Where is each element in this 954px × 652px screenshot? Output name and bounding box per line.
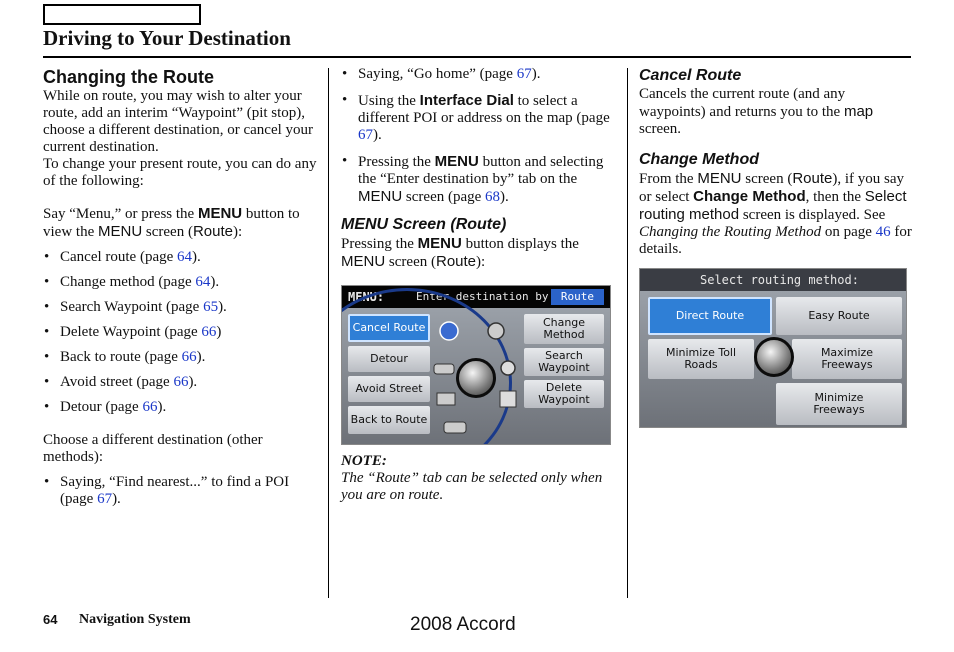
page-link[interactable]: 67 (516, 66, 532, 82)
list-item: • Detour (page 66). (43, 399, 318, 416)
page-title: Driving to Your Destination (43, 26, 291, 50)
page-link[interactable]: 67 (97, 491, 113, 507)
list-item: • Change method (page 64). (43, 274, 318, 291)
menu-label: MENU: (348, 290, 385, 304)
list-item: • Pressing the MENU button and selecting the “Enter destination by” tab on the MENU screen (page 68). (341, 153, 616, 206)
screen-button-easy-route: Easy Route (776, 297, 902, 335)
list-item: • Back to route (page 66). (43, 349, 318, 366)
routing-method-screenshot (639, 268, 907, 428)
column-divider-2 (627, 68, 628, 598)
menu-button-name: MENU (197, 205, 243, 222)
intro-paragraph-2: To change your present route, you can do any of the following: (43, 156, 317, 189)
list-item: • Cancel route (page 64). (43, 249, 318, 266)
tab-route: Route (551, 289, 604, 305)
title-divider (43, 56, 911, 58)
page-link[interactable]: 66 (142, 399, 158, 415)
intro-paragraph: While on route, you may wish to alter your route, add an interim “Waypoint” (pit stop), choose a different destination, or cancel your current destination. (43, 88, 314, 155)
page-link[interactable]: 64 (195, 274, 211, 290)
page-link[interactable]: 65 (203, 299, 219, 315)
screen-button-cancel-route: Cancel Route (348, 314, 430, 342)
page-link[interactable]: 66 (201, 324, 217, 340)
column-middle (341, 66, 616, 504)
page-link[interactable]: 66 (181, 349, 197, 365)
column-left (43, 66, 318, 508)
page-link[interactable]: 67 (358, 127, 373, 143)
screen-body (342, 308, 610, 444)
destination-options-list (43, 474, 318, 508)
screen-button-change-method: Change Method (524, 314, 604, 344)
screen-button-maximize-freeways: Maximize Freeways (792, 339, 902, 379)
page-link[interactable]: 66 (173, 374, 189, 390)
destination-options-list-cont (341, 66, 616, 206)
delete-icon (496, 388, 520, 410)
list-item: • Using the Interface Dial to select a different POI or address on the map (page 67). (341, 92, 616, 144)
menu-route-screenshot (341, 285, 611, 445)
back-to-route-icon (442, 416, 468, 438)
list-item: • Search Waypoint (page 65). (43, 299, 318, 316)
section-tab-box (43, 4, 201, 25)
subsection-heading: MENU Screen (Route) (341, 216, 507, 233)
page-link[interactable]: 64 (177, 249, 193, 265)
screen-button-search-waypoint: Search Waypoint (524, 348, 604, 376)
change-method-paragraph: From the MENU screen (Route), if you say or select Change Method, then the Select routing method screen is displayed. See Changing the Routing Method on page 46 for details. (639, 170, 912, 257)
screen-button-back-to-route: Back to Route (348, 406, 430, 434)
flag-icon (438, 320, 460, 342)
car-icon (432, 358, 456, 380)
tab-enter-destination: Enter destination by (416, 290, 549, 303)
screen-body (640, 291, 906, 427)
list-item: • Saying, “Go home” (page 67). (341, 66, 616, 83)
footer-model-name: 2008 Accord (410, 614, 516, 635)
wrench-icon (484, 320, 508, 342)
interface-dial-icon (754, 337, 794, 377)
screen-button-delete-waypoint: Delete Waypoint (524, 380, 604, 408)
page-number: 64 (43, 612, 58, 627)
screen-button-minimize-toll-roads: Minimize Toll Roads (648, 339, 754, 379)
choose-destination-paragraph: Choose a different destination (other methods): (43, 432, 263, 465)
screen-button-avoid-street: Avoid Street (348, 376, 430, 402)
routing-method-title: Select routing method: (700, 273, 859, 287)
cancel-route-paragraph: Cancels the current route (and any waypoints) and returns you to the map screen. (639, 86, 874, 137)
list-item: • Saying, “Find nearest...” to find a POI (page 67). (43, 474, 318, 508)
note-text: The “Route” tab can be selected only when you are on route. (341, 470, 603, 503)
list-item: • Avoid street (page 66). (43, 374, 318, 391)
search-icon (498, 358, 522, 380)
say-menu-paragraph: Say “Menu,” or press the MENU button to view the MENU screen (Route): (43, 205, 300, 240)
cancel-route-heading: Cancel Route (639, 67, 742, 84)
screen-header-bar (640, 269, 906, 291)
route-options-list (43, 249, 318, 416)
footer-system-name: Navigation System (79, 612, 191, 627)
column-right (639, 66, 914, 428)
column-divider-1 (328, 68, 329, 598)
page-link[interactable]: 46 (875, 224, 891, 240)
screen-button-direct-route: Direct Route (648, 297, 772, 335)
interface-dial-icon (456, 358, 496, 398)
avoid-icon (434, 388, 458, 410)
menu-screen-paragraph: Pressing the MENU button displays the MENU screen (Route): (341, 235, 579, 270)
section-heading: Changing the Route (43, 67, 214, 87)
screen-button-detour: Detour (348, 346, 430, 372)
page-link[interactable]: 68 (485, 189, 501, 205)
list-item: • Delete Waypoint (page 66) (43, 324, 318, 341)
screen-button-minimize-freeways: Minimize Freeways (776, 383, 902, 425)
change-method-heading: Change Method (639, 151, 759, 168)
note-label: NOTE: (341, 453, 387, 469)
